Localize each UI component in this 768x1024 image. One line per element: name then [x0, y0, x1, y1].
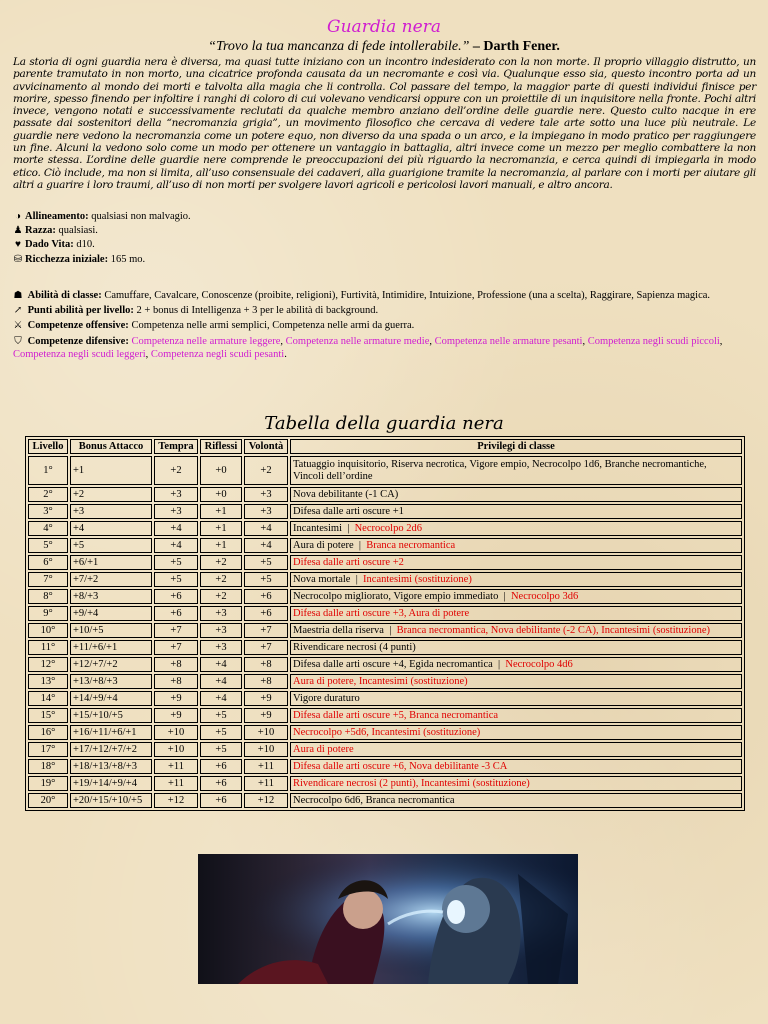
- defensive-link[interactable]: Competenza negli scudi piccoli: [587, 335, 720, 347]
- feature-text: Incantesimi: [293, 523, 342, 534]
- epigraph: [0, 39, 768, 55]
- fort-cell: +7: [154, 640, 198, 655]
- fort-cell: +7: [154, 623, 198, 638]
- fort-cell: +4: [154, 521, 198, 536]
- features-cell: [290, 708, 742, 723]
- fort-cell: +5: [154, 555, 198, 570]
- bab-cell: +18/+13/+8/+3: [70, 759, 152, 774]
- table-body: [28, 456, 742, 808]
- bab-cell: +1: [70, 456, 152, 485]
- table-row: [28, 521, 742, 536]
- feature-text: Vigore duraturo: [293, 693, 360, 704]
- features-cell: [290, 606, 742, 621]
- epigraph-author: – Darth Fener.: [472, 39, 560, 54]
- illustration: [198, 854, 578, 984]
- feature-text: Maestria della riserva: [293, 625, 384, 636]
- feature-link[interactable]: Difesa dalle arti oscure +2: [293, 557, 404, 568]
- will-cell: +4: [244, 521, 288, 536]
- stat-label: Ricchezza iniziale:: [25, 253, 109, 265]
- class-skills-label: Abilità di classe:: [27, 290, 102, 301]
- table-row: [28, 708, 742, 723]
- bab-cell: +8/+3: [70, 589, 152, 604]
- defensive-row: ⛉ Competenze difensive: Competenza nelle armature leggere, Competenza nelle armature medie, Competenza nelle armature pesanti, Competenza negli scudi piccoli, Competenza negli scudi leggeri, Competenza negli scudi pesanti.: [13, 335, 723, 360]
- table-title: Tabella della guardia nera: [264, 413, 504, 434]
- defensive-link[interactable]: Competenza nelle armature pesanti: [434, 335, 583, 347]
- level-cell: 7°: [28, 572, 68, 587]
- feature-text: Nova debilitante (-1 CA): [293, 489, 399, 500]
- will-cell: +8: [244, 657, 288, 672]
- bab-cell: +19/+14/+9/+4: [70, 776, 152, 791]
- fort-cell: +8: [154, 657, 198, 672]
- stat-value: qualsiasi.: [58, 225, 98, 237]
- table-row: [28, 487, 742, 502]
- feature-text: Necrocolpo 6d6, Branca necromantica: [293, 795, 455, 806]
- page-title: Guardia nera: [327, 17, 441, 37]
- table-row: [28, 674, 742, 689]
- table-header-row: [28, 439, 742, 454]
- header-features: Privilegi di classe: [290, 439, 742, 454]
- bab-cell: +13/+8/+3: [70, 674, 152, 689]
- ref-cell: +4: [200, 657, 242, 672]
- level-cell: 1°: [28, 456, 68, 485]
- features-cell: [290, 674, 742, 689]
- will-cell: +12: [244, 793, 288, 808]
- feature-separator: |: [350, 574, 364, 585]
- ref-cell: +1: [200, 538, 242, 553]
- ref-cell: +2: [200, 589, 242, 604]
- feature-link[interactable]: Necrocolpo 2d6: [354, 523, 422, 534]
- bab-cell: +12/+7/+2: [70, 657, 152, 672]
- header-level: Livello: [28, 439, 68, 454]
- bab-cell: +4: [70, 521, 152, 536]
- bab-cell: +2: [70, 487, 152, 502]
- header-bab: Bonus Attacco: [70, 439, 152, 454]
- shield-icon: ⛉: [14, 335, 22, 347]
- will-cell: +2: [244, 456, 288, 485]
- features-cell: [290, 759, 742, 774]
- ref-cell: +6: [200, 759, 242, 774]
- level-cell: 10°: [28, 623, 68, 638]
- features-cell: [290, 572, 742, 587]
- features-cell: [290, 640, 742, 655]
- bab-cell: +9/+4: [70, 606, 152, 621]
- feature-link[interactable]: Difesa dalle arti oscure +3, Aura di potere: [293, 608, 470, 619]
- ref-cell: +2: [200, 555, 242, 570]
- level-cell: 20°: [28, 793, 68, 808]
- feature-text: Nova mortale: [293, 574, 351, 585]
- fort-cell: +3: [154, 504, 198, 519]
- will-cell: +5: [244, 555, 288, 570]
- ref-cell: +1: [200, 504, 242, 519]
- stat-label: Razza:: [25, 225, 56, 237]
- stat-label: Allineamento:: [25, 211, 89, 222]
- level-cell: 9°: [28, 606, 68, 621]
- will-cell: +10: [244, 725, 288, 740]
- stat-alignment: [13, 210, 758, 224]
- offensive-value: Competenza nelle armi semplici, Competenza nelle armi da guerra.: [131, 320, 415, 332]
- alignment-icon: ◑: [14, 211, 22, 222]
- ref-cell: +3: [200, 606, 242, 621]
- feature-text: Tatuaggio inquisitorio, Riserva necrotica, Vigore empio, Necrocolpo 1d6, Branche necromantiche, Vincoli dell’ordine: [293, 458, 707, 482]
- feature-text: Necrocolpo migliorato, Vigore empio immediato: [293, 591, 499, 602]
- features-cell: [290, 487, 742, 502]
- skill-points-label: Punti abilità per livello:: [27, 305, 134, 317]
- feature-link[interactable]: Aura di potere: [293, 744, 354, 755]
- level-cell: 19°: [28, 776, 68, 791]
- level-cell: 12°: [28, 657, 68, 672]
- will-cell: +7: [244, 623, 288, 638]
- level-cell: 2°: [28, 487, 68, 502]
- defensive-label: Competenze difensive:: [27, 335, 129, 347]
- level-cell: 6°: [28, 555, 68, 570]
- stat-value: qualsiasi non malvagio.: [91, 211, 191, 222]
- level-cell: 8°: [28, 589, 68, 604]
- offensive-row: [13, 319, 758, 332]
- fort-cell: +9: [154, 691, 198, 706]
- race-icon: ♟: [13, 225, 23, 237]
- features-cell: [290, 793, 742, 808]
- will-cell: +10: [244, 742, 288, 757]
- will-cell: +11: [244, 759, 288, 774]
- level-cell: 17°: [28, 742, 68, 757]
- feature-link[interactable]: Difesa dalle arti oscure +5, Branca necromantica: [293, 710, 499, 721]
- will-cell: +6: [244, 589, 288, 604]
- hit-die-icon: ♥: [15, 239, 21, 251]
- table-row: [28, 456, 742, 485]
- ref-cell: +6: [200, 776, 242, 791]
- stat-hit-die: [13, 238, 758, 252]
- feature-separator: |: [492, 659, 506, 670]
- stat-race: [13, 224, 758, 238]
- ref-cell: +5: [200, 725, 242, 740]
- bab-cell: +6/+1: [70, 555, 152, 570]
- table-row: [28, 640, 742, 655]
- defensive-link[interactable]: Competenza negli scudi leggeri: [13, 348, 146, 360]
- feature-text: Difesa dalle arti oscure +4, Egida necromantica: [293, 659, 493, 670]
- bab-cell: +16/+11/+6/+1: [70, 725, 152, 740]
- table-row: [28, 793, 742, 808]
- ref-cell: +3: [200, 640, 242, 655]
- ref-cell: +1: [200, 521, 242, 536]
- fort-cell: +10: [154, 742, 198, 757]
- header-will: Volontà: [244, 439, 288, 454]
- features-cell: [290, 555, 742, 570]
- stat-label: Dado Vita:: [25, 239, 74, 251]
- level-cell: 4°: [28, 521, 68, 536]
- feature-link[interactable]: Rivendicare necrosi (2 punti), Incantesimi (sostituzione): [293, 778, 530, 789]
- table-row: [28, 742, 742, 757]
- fort-cell: +4: [154, 538, 198, 553]
- table-row: [28, 691, 742, 706]
- defensive-link[interactable]: Competenza nelle armature leggere: [131, 335, 281, 347]
- class-table: [25, 436, 745, 811]
- stat-wealth: [13, 253, 758, 267]
- ref-cell: +0: [200, 456, 242, 485]
- ref-cell: +5: [200, 742, 242, 757]
- table-row: [28, 538, 742, 553]
- feature-link[interactable]: Incantesimi (sostituzione): [363, 574, 472, 585]
- intro-paragraph: La storia di ogni guardia nera è diversa, ma quasi tutte iniziano con un incontro indesiderato con la non morte. Il proprio villaggio distrutto, un parente tramutato in non morto, una cicatrice profonda causata da un necromante e così via. Qualunque esso sia, questo incontro porta ad un avvicinamento al mondo dei morti e talvolta alla magia che li controlla. Col passare del tempo, la maggior parte di questi individui finisce per morire, spesso finendo per infoltire i ranghi di coloro di cui volevano vendicarsi oppure con un proiettile di un inquisitore nella fronte. Pochi altri invece, vengono notati e successivamente reclutati da qualche membro anziano dell’ordine delle guardie nere. Questo culto nacque in ere passate dai sostenitori della “necromanzia grigia”, un movimento filosofico che cercava di vedere tale arte sotto una luce più neutrale. Le guardie nere vedono la necromanzia come un potere equo, non diverso da una spada o un arco, e la impiegano in modo pratico per raggiungere un fine. Alcuni la vedono solo come un modo per ottenere un vantaggio in battaglia, altri invece come un mezzo per meglio combattere la non morte stessa. L’ordine delle guardie nere comprende le preoccupazioni dei più riguardo la necromanzia, e cerca quindi di impiegarla in modo etico. Ciò include, ma non si limita, all’uso consensuale dei cadaveri, alla guarigione tramite la necromanzia, al parlare con i morti per aiutare gli altri a guarire i loro traumi, all’uso di non morti per svolgere lavori agricoli e pericolosi lavori manuali, e altro ancora.: [13, 56, 756, 191]
- feature-text: Rivendicare necrosi (4 punti): [293, 642, 416, 653]
- class-stats: [13, 210, 758, 267]
- bab-cell: +17/+12/+7/+2: [70, 742, 152, 757]
- ref-cell: +4: [200, 674, 242, 689]
- features-cell: [290, 776, 742, 791]
- fort-cell: +11: [154, 759, 198, 774]
- table-row: [28, 776, 742, 791]
- table-row: [28, 555, 742, 570]
- will-cell: +11: [244, 776, 288, 791]
- table-row: [28, 759, 742, 774]
- table-row: [28, 572, 742, 587]
- feature-separator: |: [341, 523, 355, 534]
- features-cell: [290, 623, 742, 638]
- header-ref: Riflessi: [200, 439, 242, 454]
- level-cell: 5°: [28, 538, 68, 553]
- fort-cell: +8: [154, 674, 198, 689]
- level-cell: 15°: [28, 708, 68, 723]
- features-cell: [290, 691, 742, 706]
- feature-separator: |: [383, 625, 397, 636]
- will-cell: +3: [244, 487, 288, 502]
- bab-cell: +10/+5: [70, 623, 152, 638]
- table-row: [28, 623, 742, 638]
- will-cell: +6: [244, 606, 288, 621]
- will-cell: +7: [244, 640, 288, 655]
- defensive-link[interactable]: Competenza nelle armature medie: [285, 335, 430, 347]
- bab-cell: +15/+10/+5: [70, 708, 152, 723]
- fort-cell: +11: [154, 776, 198, 791]
- fort-cell: +2: [154, 456, 198, 485]
- feature-link[interactable]: Branca necromantica, Nova debilitante (-2 CA), Incantesimi (sostituzione): [396, 625, 711, 636]
- will-cell: +9: [244, 691, 288, 706]
- bab-cell: +14/+9/+4: [70, 691, 152, 706]
- fort-cell: +6: [154, 606, 198, 621]
- wealth-icon: ⛁: [13, 253, 23, 265]
- bab-cell: +20/+15/+10/+5: [70, 793, 152, 808]
- offensive-label: Competenze offensive:: [27, 320, 129, 332]
- class-skills-row: [13, 289, 758, 302]
- will-cell: +9: [244, 708, 288, 723]
- features-cell: [290, 657, 742, 672]
- fort-cell: +10: [154, 725, 198, 740]
- fort-cell: +6: [154, 589, 198, 604]
- features-cell: [290, 504, 742, 519]
- will-cell: +8: [244, 674, 288, 689]
- table-row: [28, 589, 742, 604]
- level-cell: 14°: [28, 691, 68, 706]
- fort-cell: +9: [154, 708, 198, 723]
- fort-cell: +12: [154, 793, 198, 808]
- ref-cell: +5: [200, 708, 242, 723]
- will-cell: +3: [244, 504, 288, 519]
- ref-cell: +4: [200, 691, 242, 706]
- feature-link[interactable]: Branca necromantica: [366, 540, 456, 551]
- will-cell: +4: [244, 538, 288, 553]
- defensive-link[interactable]: Competenza negli scudi pesanti: [150, 348, 285, 360]
- stat-value: 165 mo.: [110, 253, 146, 265]
- ref-cell: +2: [200, 572, 242, 587]
- epigraph-text: “Trovo la tua mancanza di fede intollerabile.”: [208, 39, 470, 54]
- class-skills: [13, 289, 758, 363]
- ref-cell: +3: [200, 623, 242, 638]
- feature-separator: |: [353, 540, 367, 551]
- features-cell: [290, 589, 742, 604]
- bab-cell: +7/+2: [70, 572, 152, 587]
- class-skills-icon: ☗: [13, 290, 23, 301]
- sword-icon: ⚔: [13, 320, 23, 332]
- features-cell: [290, 456, 742, 485]
- level-cell: 16°: [28, 725, 68, 740]
- header-fort: Tempra: [154, 439, 198, 454]
- class-skills-list: Camuffare, Cavalcare, Conoscenze (proibite, religioni), Furtività, Intimidire, Intuizione, Professione (una a scelta), Raggirare, Sapienza magica.: [104, 290, 711, 301]
- ref-cell: +0: [200, 487, 242, 502]
- feature-link[interactable]: Necrocolpo 4d6: [505, 659, 573, 670]
- illustration-art: [198, 854, 578, 984]
- features-cell: [290, 538, 742, 553]
- bab-cell: +3: [70, 504, 152, 519]
- stat-value: d10.: [76, 239, 95, 251]
- feature-link[interactable]: Difesa dalle arti oscure +6, Nova debilitante -3 CA: [293, 761, 508, 772]
- fort-cell: +5: [154, 572, 198, 587]
- level-cell: 13°: [28, 674, 68, 689]
- table-row: [28, 657, 742, 672]
- skill-points-row: [13, 304, 758, 317]
- skill-points-value: 2 + bonus di Intelligenza + 3 per le abilità di background.: [136, 305, 379, 317]
- features-cell: [290, 742, 742, 757]
- level-cell: 3°: [28, 504, 68, 519]
- table-row: [28, 606, 742, 621]
- skill-points-icon: ↗: [13, 305, 23, 317]
- feature-text: Aura di potere: [293, 540, 354, 551]
- features-cell: [290, 521, 742, 536]
- feature-text: Difesa dalle arti oscure +1: [293, 506, 404, 517]
- table-row: [28, 725, 742, 740]
- level-cell: 11°: [28, 640, 68, 655]
- table-row: [28, 504, 742, 519]
- fort-cell: +3: [154, 487, 198, 502]
- features-cell: [290, 725, 742, 740]
- bab-cell: +5: [70, 538, 152, 553]
- ref-cell: +6: [200, 793, 242, 808]
- will-cell: +5: [244, 572, 288, 587]
- feature-separator: |: [498, 591, 511, 602]
- feature-link[interactable]: Necrocolpo +5d6, Incantesimi (sostituzione): [293, 727, 481, 738]
- bab-cell: +11/+6/+1: [70, 640, 152, 655]
- feature-link[interactable]: Aura di potere, Incantesimi (sostituzione): [293, 676, 468, 687]
- level-cell: 18°: [28, 759, 68, 774]
- feature-link[interactable]: Necrocolpo 3d6: [510, 591, 579, 602]
